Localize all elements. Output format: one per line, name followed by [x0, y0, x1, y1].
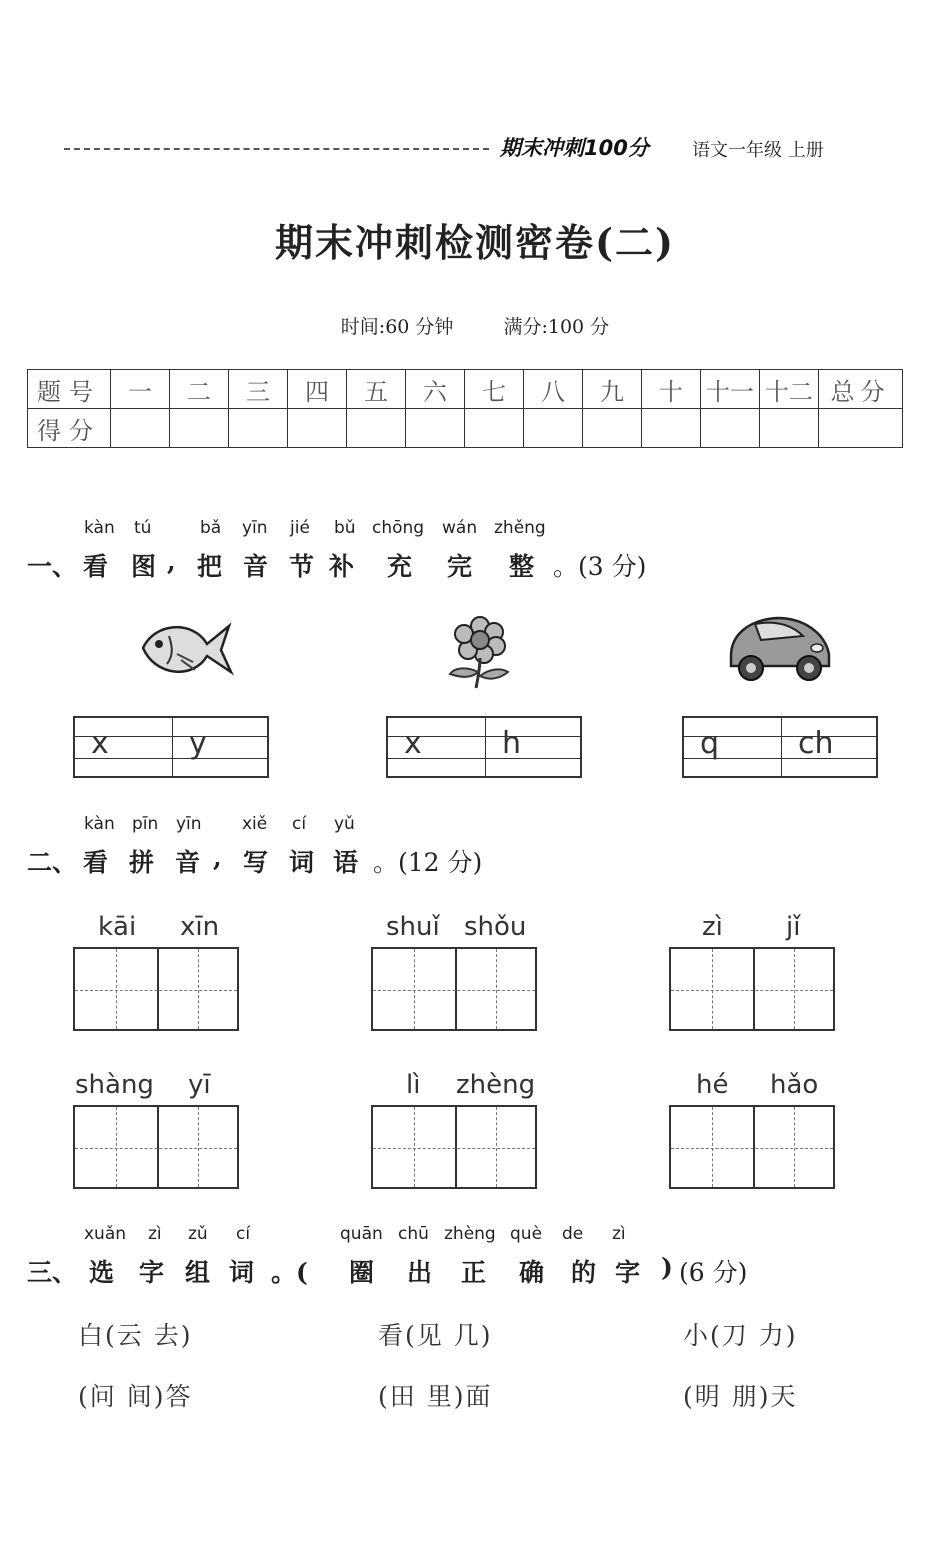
score-cell[interactable] — [465, 409, 524, 448]
score-table-header-row — [28, 370, 903, 409]
col-1: 一 — [111, 370, 170, 409]
series-name: 期末冲刺100分 — [500, 136, 649, 160]
initial-text: x — [404, 726, 422, 761]
score-table — [27, 369, 903, 448]
writing-grid[interactable] — [73, 1105, 239, 1189]
choice-item[interactable]: (田 里)面 — [378, 1382, 493, 1411]
score-cell[interactable] — [229, 409, 288, 448]
word-pinyin: shàng — [75, 1070, 154, 1100]
word-pinyin: zì — [702, 912, 723, 942]
score-cell[interactable] — [288, 409, 347, 448]
word-pinyin: jǐ — [786, 912, 801, 942]
col-7: 七 — [465, 370, 524, 409]
fish-icon — [135, 610, 235, 690]
subject-grade: 语文一年级 上册 — [692, 140, 824, 161]
car-icon — [725, 606, 835, 686]
writing-grid[interactable] — [371, 1105, 537, 1189]
word-pinyin: kāi — [98, 912, 137, 942]
score-cell-total[interactable] — [819, 409, 903, 448]
word-pinyin: yī — [188, 1070, 211, 1100]
score-cell[interactable] — [642, 409, 701, 448]
col-9: 九 — [583, 370, 642, 409]
col-6: 六 — [406, 370, 465, 409]
col-11: 十一 — [701, 370, 760, 409]
word-pinyin: hǎo — [770, 1070, 819, 1100]
pinyin-box-flower[interactable] — [386, 716, 582, 778]
initial-text: y — [189, 726, 207, 761]
writing-grid[interactable] — [669, 947, 835, 1031]
choice-item[interactable]: (问 间)答 — [78, 1382, 193, 1411]
col-total: 总分 — [819, 370, 903, 409]
exam-full-score: 满分:100 分 — [503, 316, 610, 338]
header-dashed-rule — [64, 148, 489, 150]
initial-text: h — [502, 726, 522, 761]
page-title: 期末冲刺检测密卷(二) — [275, 220, 675, 265]
choice-item[interactable]: 白(云 去) — [78, 1321, 193, 1350]
col-3: 三 — [229, 370, 288, 409]
q2-heading: 二、 看 拼 音 , 写 词 语 。(12 分) — [27, 843, 483, 877]
col-4: 四 — [288, 370, 347, 409]
score-cell[interactable] — [583, 409, 642, 448]
word-pinyin: shǒu — [464, 912, 527, 942]
col-10: 十 — [642, 370, 701, 409]
score-cell[interactable] — [760, 409, 819, 448]
score-cell[interactable] — [347, 409, 406, 448]
score-cell[interactable] — [701, 409, 760, 448]
choice-item[interactable]: 看(见 几) — [378, 1321, 493, 1350]
q1-heading: 一、 看 图 , 把 音 节 补 充 完 整 。(3 分) — [27, 547, 647, 581]
exam-time: 时间:60 分钟 — [340, 316, 454, 338]
word-pinyin: zhèng — [456, 1070, 536, 1100]
row-label: 题号 — [28, 370, 111, 409]
pinyin-box-fish[interactable] — [73, 716, 269, 778]
word-pinyin: lì — [406, 1070, 421, 1100]
word-pinyin: xīn — [180, 912, 220, 942]
score-cell[interactable] — [406, 409, 465, 448]
score-cell[interactable] — [111, 409, 170, 448]
choice-item[interactable]: 小(刀 力) — [683, 1321, 798, 1350]
initial-text: q — [700, 726, 720, 761]
word-pinyin: shuǐ — [386, 912, 440, 942]
col-5: 五 — [347, 370, 406, 409]
col-2: 二 — [170, 370, 229, 409]
q3-heading: 三、 选 字 组 词 。( 圈 出 正 确 的 字 ) (6 分) — [27, 1253, 748, 1287]
word-pinyin: hé — [696, 1070, 729, 1100]
score-cell[interactable] — [524, 409, 583, 448]
initial-text: ch — [798, 726, 834, 761]
initial-text: x — [91, 726, 109, 761]
writing-grid[interactable] — [73, 947, 239, 1031]
choice-item[interactable]: (明 朋)天 — [683, 1382, 798, 1411]
exam-meta — [0, 312, 950, 339]
writing-grid[interactable] — [371, 947, 537, 1031]
score-cell[interactable] — [170, 409, 229, 448]
col-8: 八 — [524, 370, 583, 409]
pinyin-box-car[interactable] — [682, 716, 878, 778]
flower-icon — [440, 610, 520, 690]
col-12: 十二 — [760, 370, 819, 409]
row-label: 得分 — [28, 409, 111, 448]
writing-grid[interactable] — [669, 1105, 835, 1189]
score-table-score-row — [28, 409, 903, 448]
